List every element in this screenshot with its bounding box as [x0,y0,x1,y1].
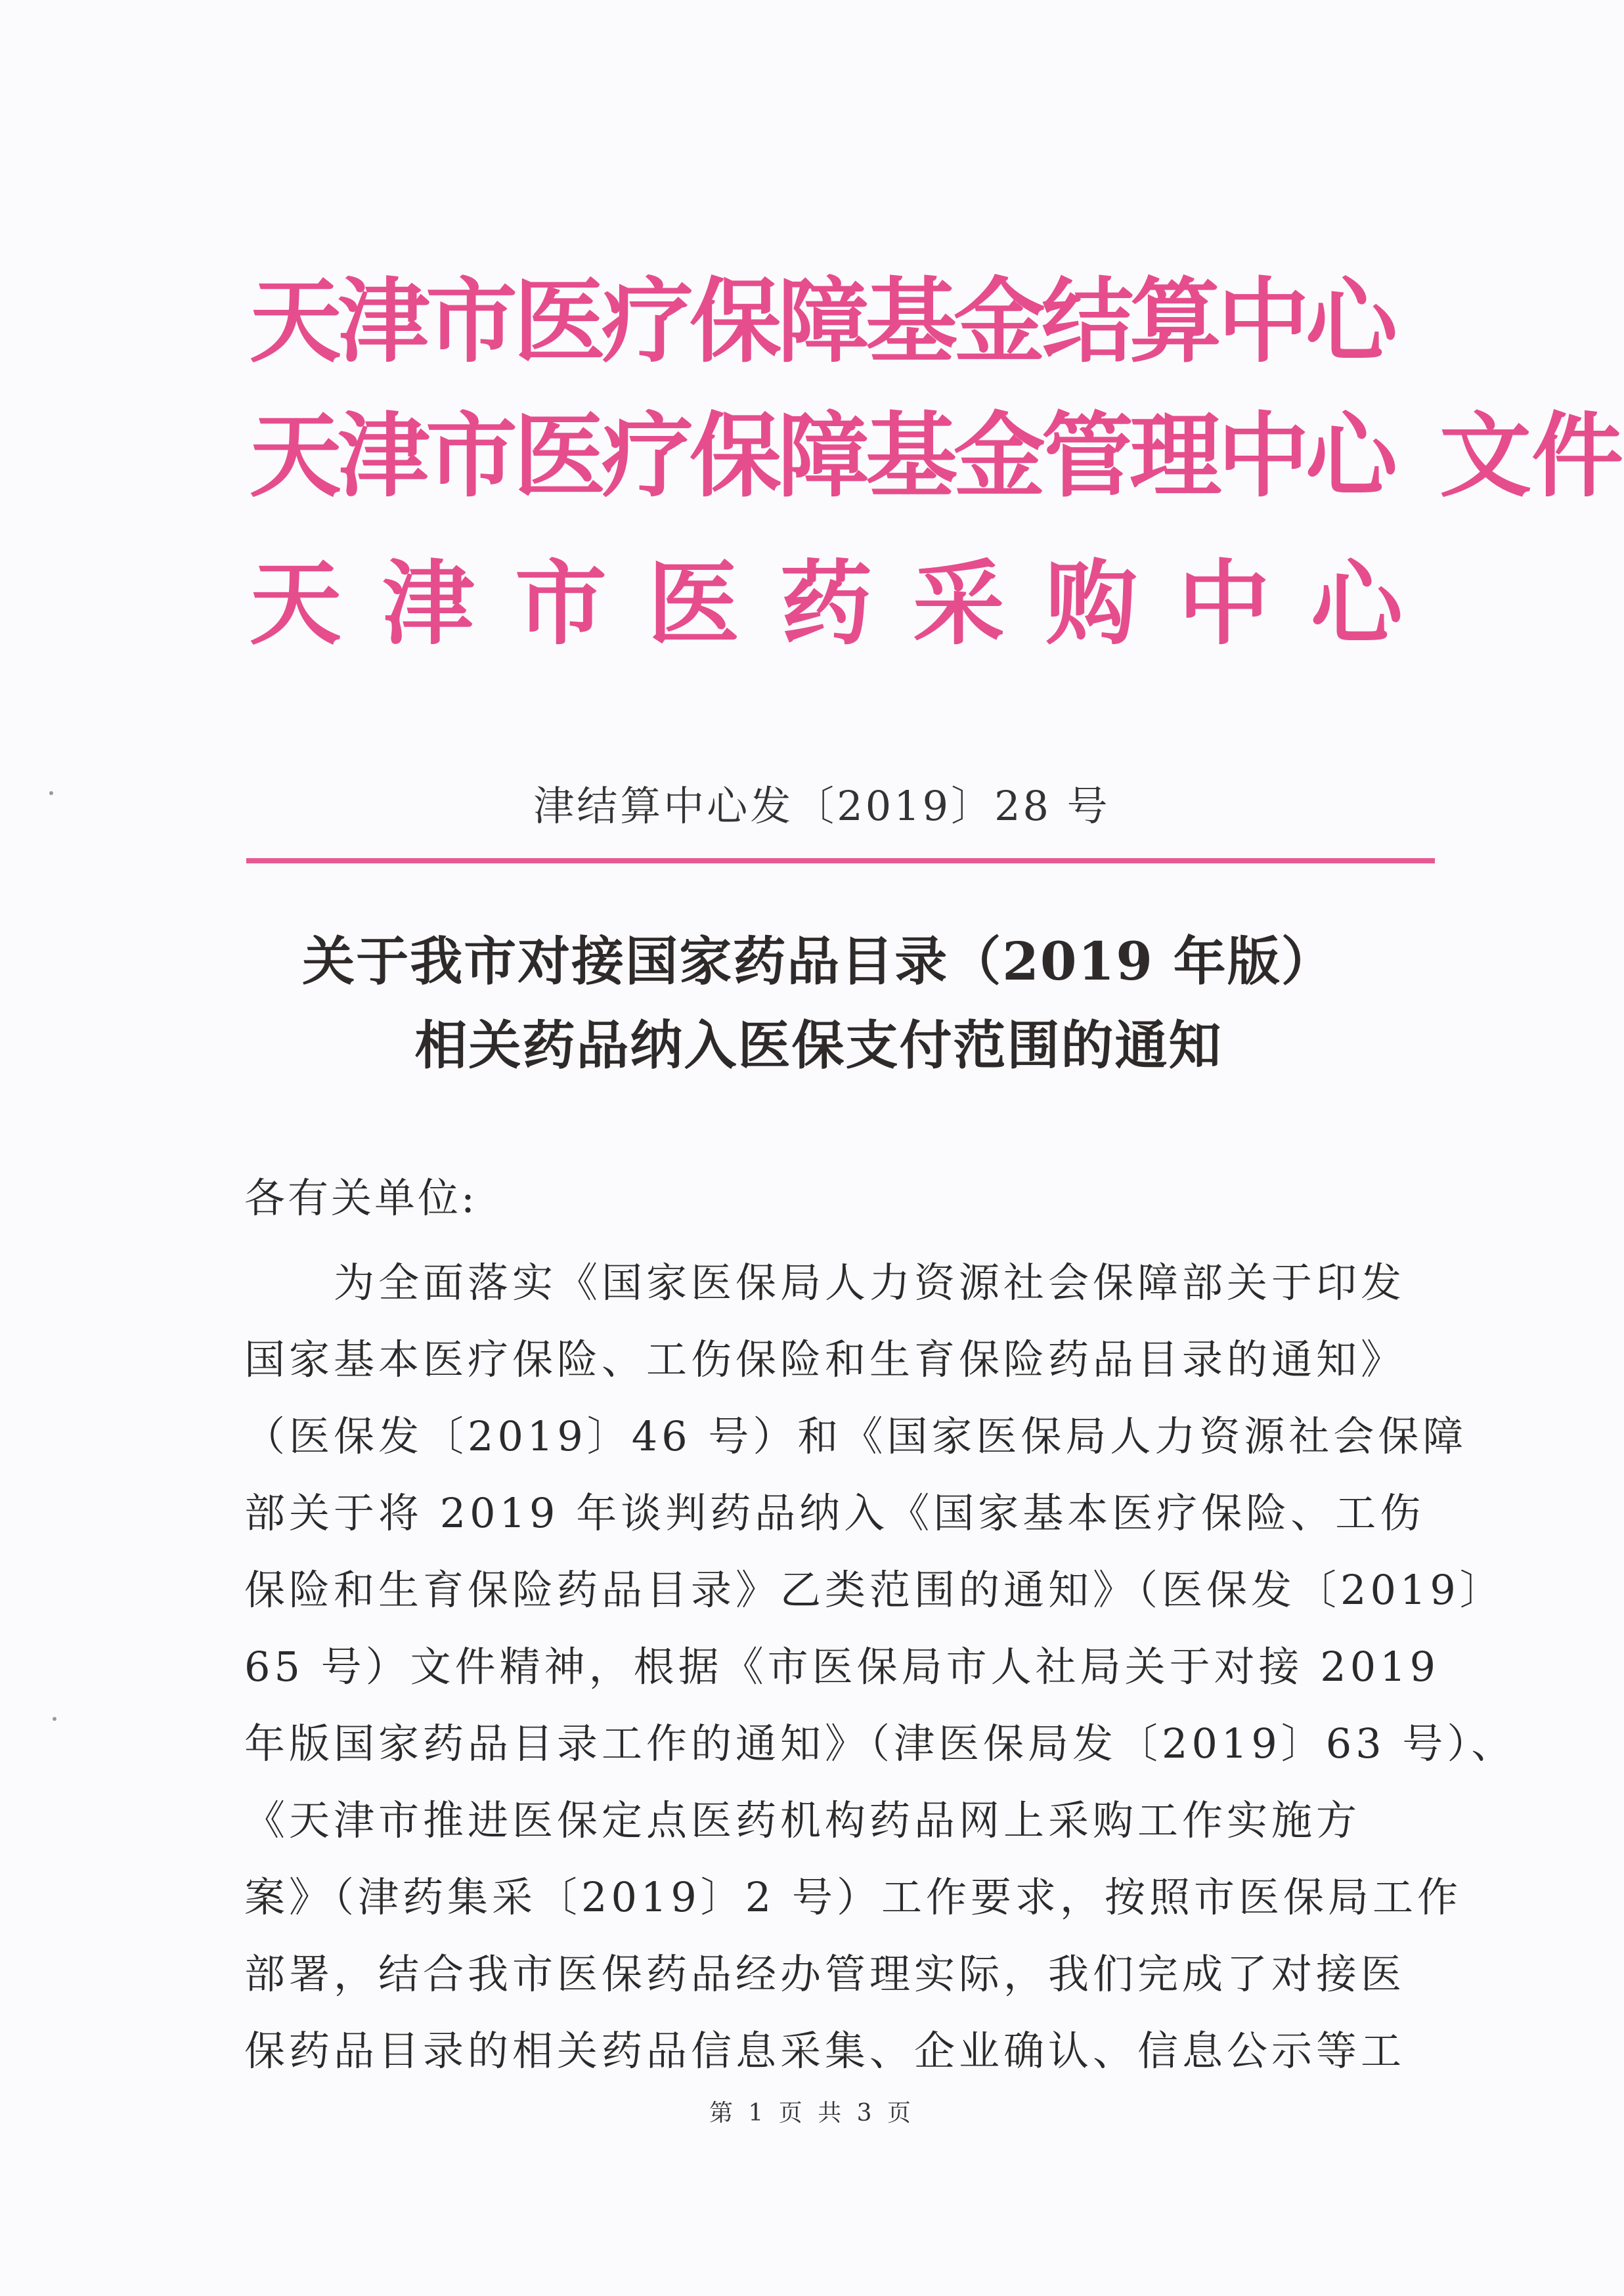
body-line: （医保发〔2019〕46 号）和《国家医保局人力资源社会保障 [244,1412,1468,1460]
scan-speck [49,791,53,795]
body-line: 保药品目录的相关药品信息采集、企业确认、信息公示等工 [244,2027,1406,2075]
issuer-line-1: 天津市医疗保障基金结算中心 [250,268,1394,376]
body-line: 保险和生育保险药品目录》乙类范围的通知》（医保发〔2019〕 [244,1566,1504,1614]
issuer-line-2 [250,402,1624,510]
body-line: 65 号）文件精神，根据《市医保局市人社局关于对接 2019 [244,1643,1440,1691]
body-line: 部署，结合我市医保药品经办管理实际，我们完成了对接医 [244,1950,1406,1998]
body-line: 案》（津药集采〔2019〕2 号）工作要求，按照市医保局工作 [244,1873,1462,1921]
body-line: 部关于将 2019 年谈判药品纳入《国家基本医疗保险、工伤 [244,1489,1425,1537]
notice-title-line-2: 相关药品纳入医保支付范围的通知 [414,1014,1223,1076]
scan-speck [53,1717,56,1721]
issuer-line-3: 天津市医药采购中心 [250,550,1444,658]
page-footer: 第 1 页 共 3 页 [709,2100,915,2127]
body-line: 年版国家药品目录工作的通知》（津医保局发〔2019〕63 号）、 [244,1720,1516,1767]
document-number: 津结算中心发〔2019〕28 号 [533,782,1110,830]
body-line: 《天津市推进医保定点医药机构药品网上采购工作实施方 [244,1796,1361,1844]
body-line: 国家基本医疗保险、工伤保险和生育保险药品目录的通知》 [244,1335,1406,1383]
document-suffix: 文件 [1439,402,1624,510]
body-paragraph [244,1244,1516,2089]
body-line: 为全面落实《国家医保局人力资源社会保障部关于印发 [244,1259,1406,1307]
issuer-line-2-text: 天津市医疗保障基金管理中心 [250,402,1394,510]
red-divider-rule [246,858,1435,863]
notice-title-line-1: 关于我市对接国家药品目录（2019 年版） [302,930,1335,992]
salutation: 各有关单位: [244,1174,477,1222]
